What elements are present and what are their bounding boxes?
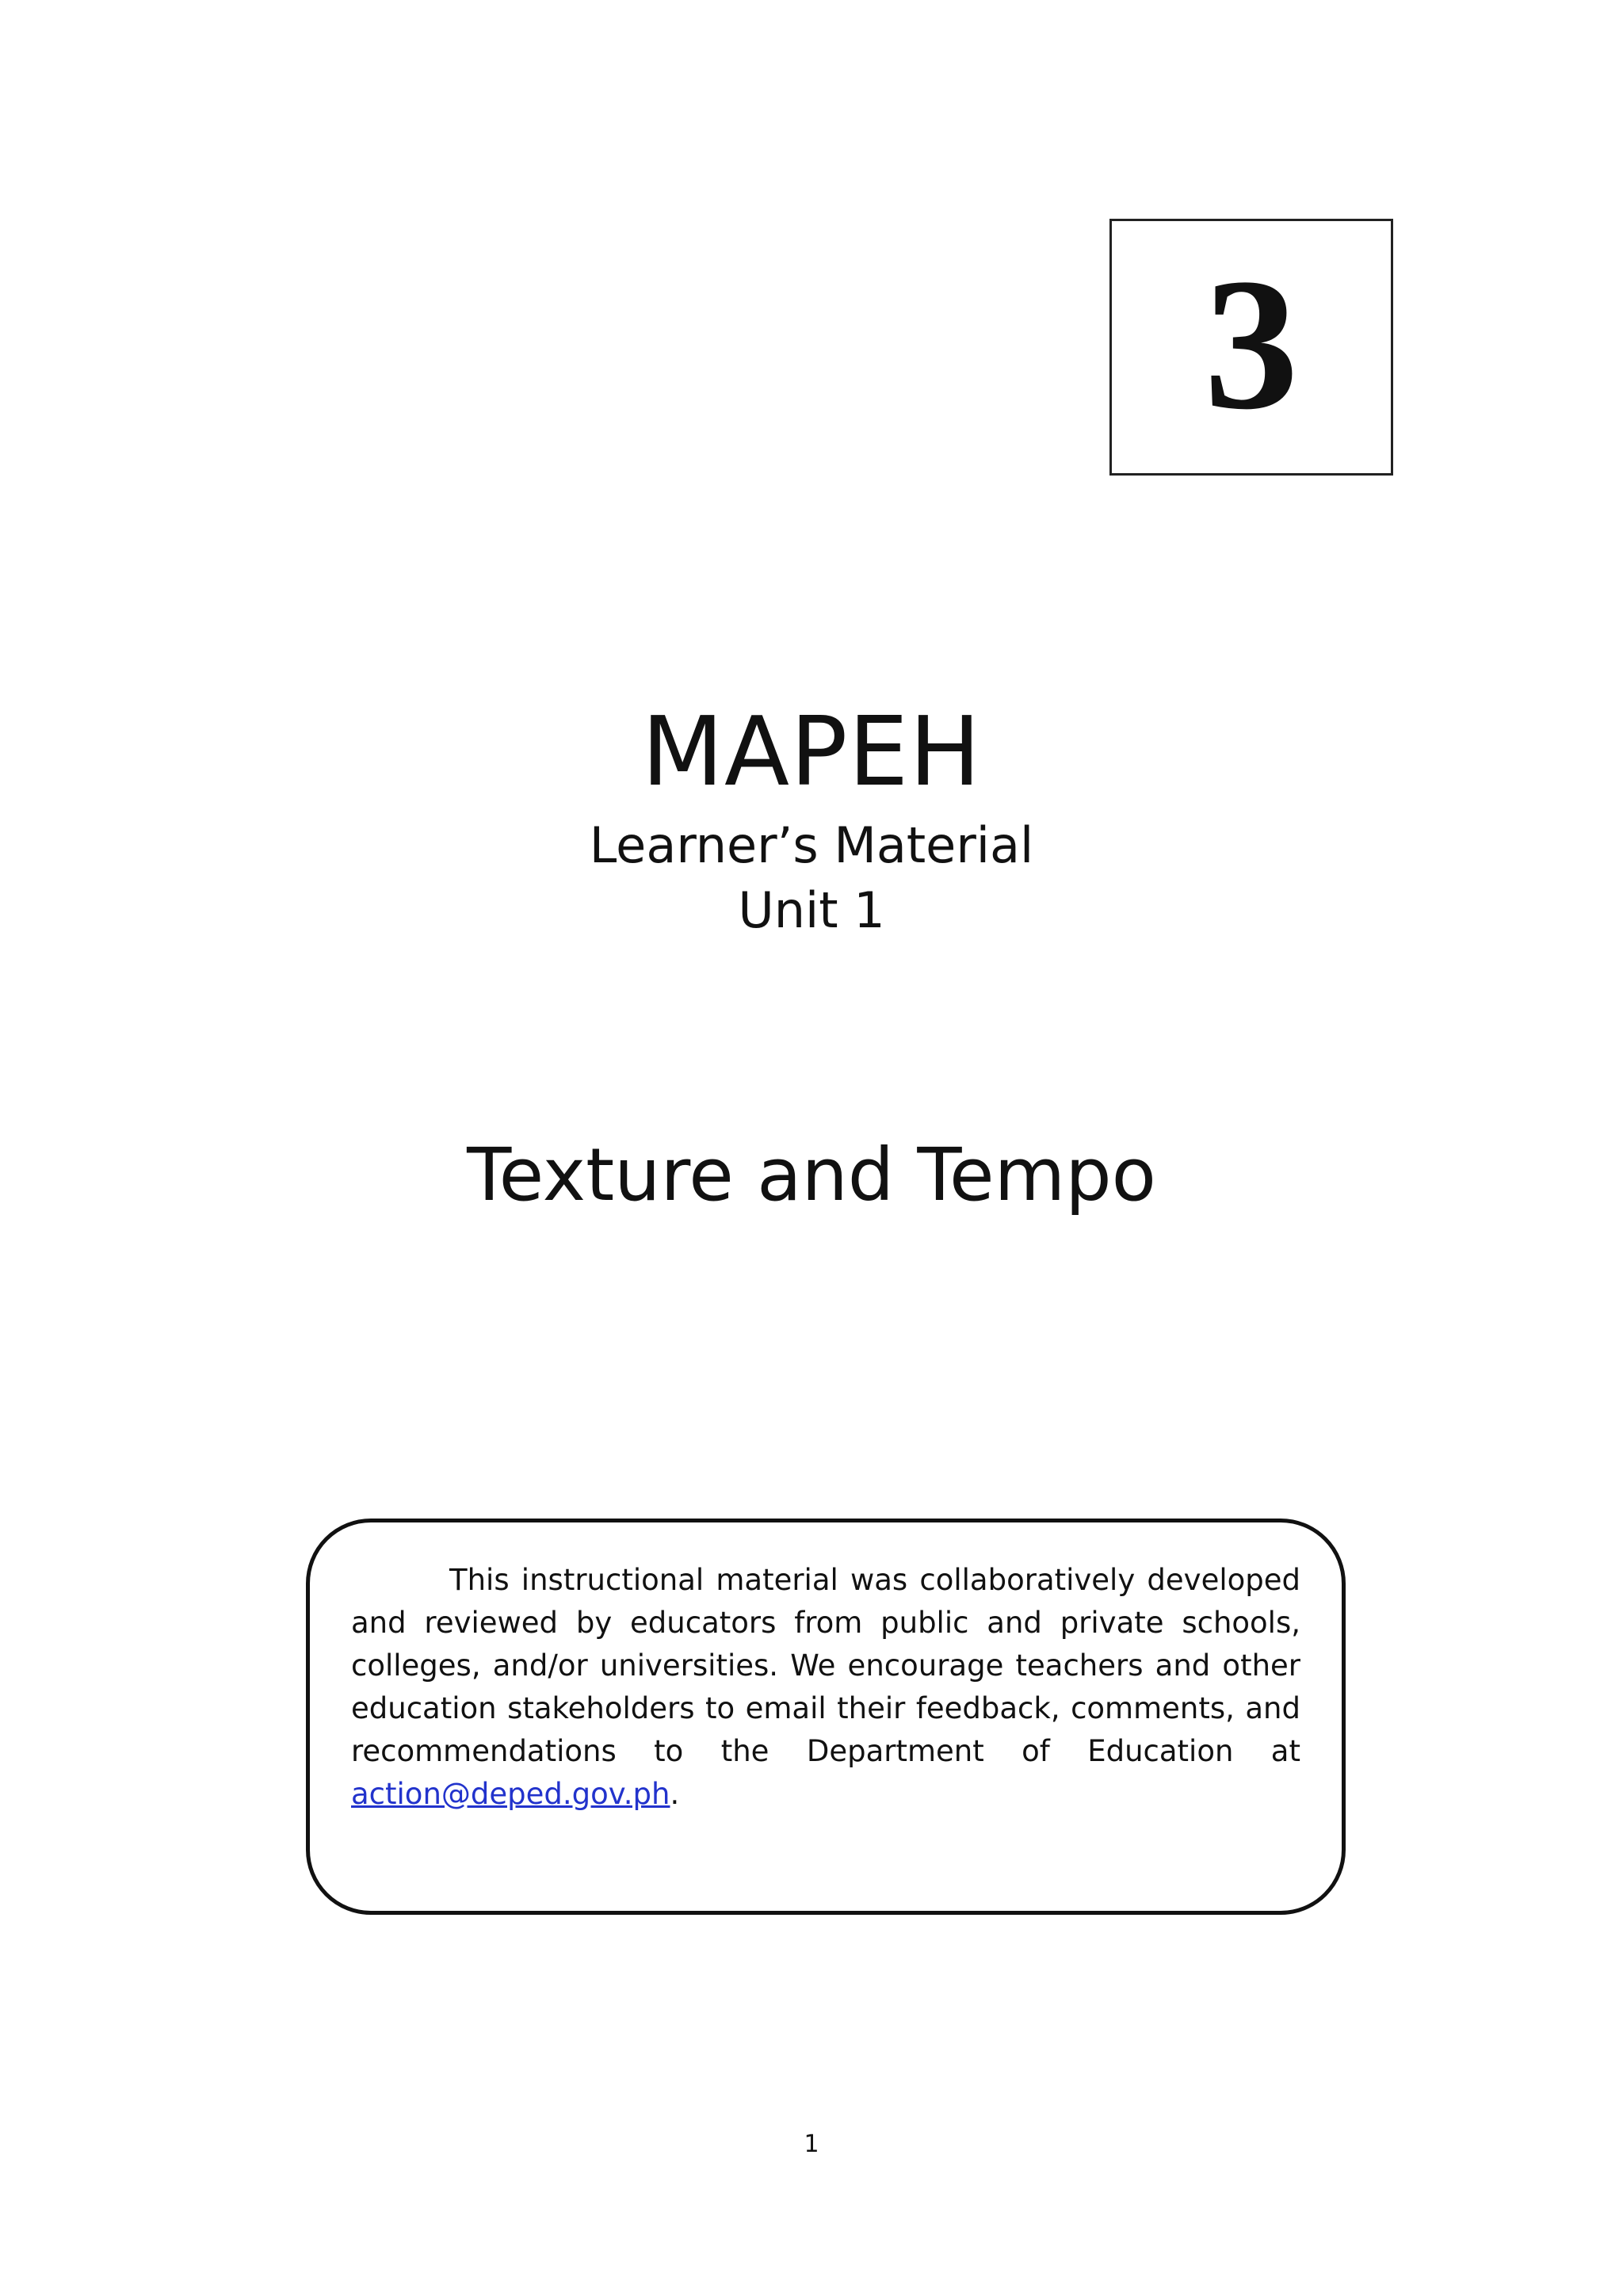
email-link[interactable]: action@deped.gov.ph [351,1777,670,1811]
page-number: 1 [804,2130,819,2158]
unit-title: Texture and Tempo [467,1133,1156,1217]
notice-paragraph [351,1559,1300,1816]
notice-period: . [670,1777,680,1811]
title-block [0,697,1623,941]
subject-title: MAPEH [641,697,982,808]
notice-text: This instructional material was collaboratively developed and reviewed by educators from public and private schools, colleges, and/or universities. We encourage teachers and other education stakeholders to email their feedback, comments, and recommendations to the Department of Education at [351,1563,1300,1768]
notice-box [306,1519,1346,1915]
material-label: Learner’s Material [589,816,1034,874]
grade-box [1109,219,1393,476]
unit-label: Unit 1 [738,881,885,940]
grade-number: 3 [1204,240,1299,449]
